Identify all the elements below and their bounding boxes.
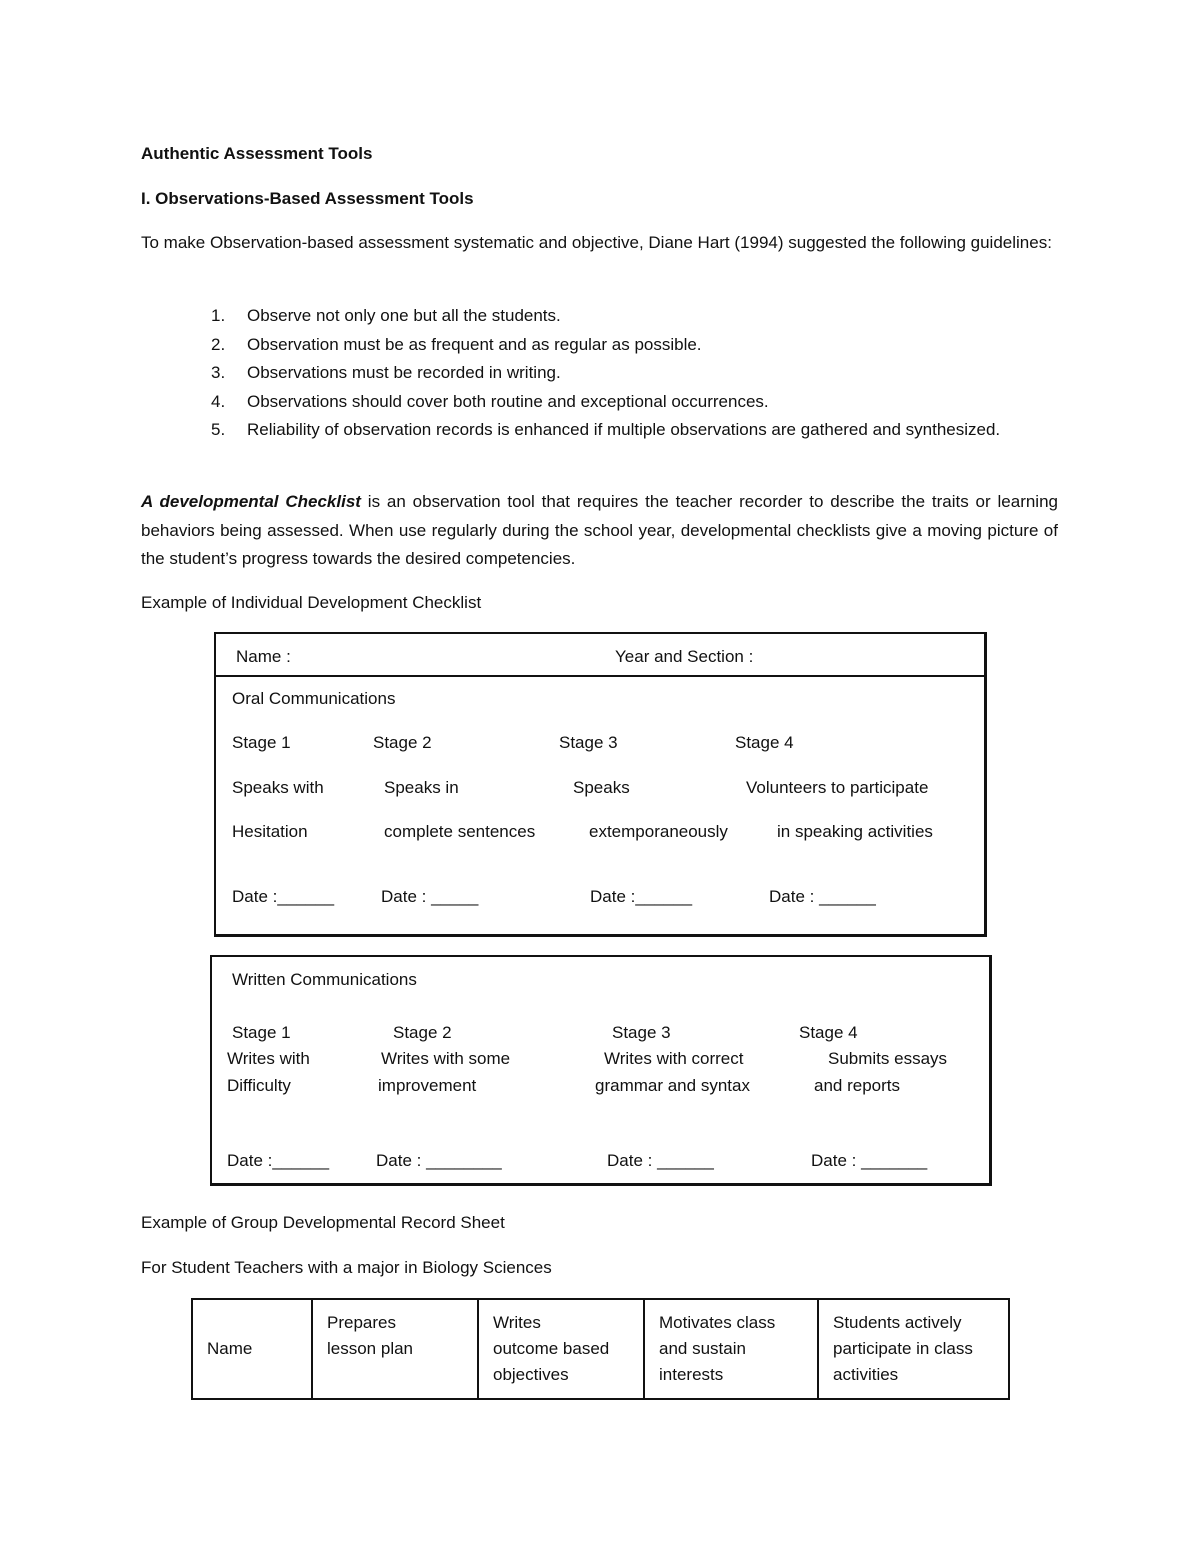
list-number: 5. (211, 420, 226, 439)
written-desc: and reports (814, 1076, 900, 1095)
written-desc: Writes with (227, 1049, 310, 1068)
document-title: Authentic Assessment Tools (141, 144, 373, 163)
individual-caption: Example of Individual Development Checklist (141, 593, 482, 612)
written-desc: Difficulty (227, 1076, 291, 1095)
guidelines-list (141, 302, 1058, 445)
list-number: 4. (211, 391, 226, 411)
list-item (141, 302, 1058, 331)
header-motivates: Motivates class and sustain interests (644, 1299, 818, 1399)
group-subcaption: For Student Teachers with a major in Biology Sciences (141, 1258, 552, 1277)
written-desc: grammar and syntax (595, 1076, 750, 1095)
list-text: Observation must be as frequent and as regular as possible. (247, 334, 702, 354)
oral-date-3: Date :______ (590, 887, 693, 906)
oral-desc: extemporaneously (589, 822, 728, 841)
oral-desc: Speaks with (232, 778, 324, 797)
header-objectives: Writes outcome based objectives (478, 1299, 644, 1399)
oral-stage-1: Stage 1 (232, 733, 291, 752)
oral-stage-4: Stage 4 (735, 733, 794, 752)
written-heading: Written Communications (232, 970, 417, 989)
oral-date-2: Date : _____ (381, 887, 479, 906)
group-record-table (191, 1298, 1010, 1400)
written-date-1: Date :______ (227, 1151, 330, 1170)
list-item (141, 331, 1058, 360)
written-desc: improvement (378, 1076, 477, 1095)
year-section-label: Year and Section : (615, 647, 754, 666)
section-heading: I. Observations-Based Assessment Tools (141, 189, 474, 208)
oral-date-4: Date : ______ (769, 887, 876, 906)
written-stage-3: Stage 3 (612, 1023, 671, 1042)
checklist-paragraph (141, 488, 1058, 574)
oral-desc: Speaks in (384, 778, 459, 797)
name-label: Name : (236, 647, 291, 666)
intro-paragraph: To make Observation-based assessment systematic and objective, Diane Hart (1994) suggested the following guidelines: (141, 233, 1052, 252)
checklist-description: is an observation tool that requires the teacher recorder to describe the traits or learning behaviors being assessed. When use regularly during the school year, developmental checklists give a moving picture of the student’s progress towards the desired competencies. (141, 492, 1058, 568)
header-participation: Students actively participate in class activities (818, 1299, 1009, 1399)
list-number: 3. (211, 363, 226, 382)
oral-stage-3: Stage 3 (559, 733, 618, 752)
list-number: 1. (211, 306, 226, 325)
header-name: Name (192, 1299, 312, 1399)
oral-desc: Hesitation (232, 822, 308, 841)
group-caption: Example of Group Developmental Record Sheet (141, 1213, 505, 1232)
written-desc: Writes with correct (604, 1049, 744, 1068)
written-stage-1: Stage 1 (232, 1023, 291, 1042)
list-item (141, 416, 1058, 445)
list-text: Observations must be recorded in writing. (247, 363, 561, 382)
list-number: 2. (211, 334, 226, 354)
list-item (141, 359, 1058, 388)
list-text: Observations should cover both routine and exceptional occurrences. (247, 391, 769, 411)
oral-desc: Speaks (573, 778, 630, 797)
divider (214, 675, 984, 677)
written-desc: Writes with some (381, 1049, 511, 1068)
list-text: Observe not only one but all the students. (247, 306, 561, 325)
list-text: Reliability of observation records is enhanced if multiple observations are gathered and synthesized. (247, 420, 1001, 439)
checklist-term: A developmental Checklist (141, 492, 361, 511)
written-date-4: Date : _______ (811, 1151, 928, 1170)
oral-desc: in speaking activities (777, 822, 933, 841)
oral-date-1: Date :______ (232, 887, 335, 906)
written-date-2: Date : ________ (376, 1151, 502, 1170)
written-stage-4: Stage 4 (799, 1023, 858, 1042)
oral-stage-2: Stage 2 (373, 733, 432, 752)
table-header-row (192, 1299, 1009, 1399)
oral-desc: complete sentences (384, 822, 536, 841)
header-lesson-plan: Prepares lesson plan (312, 1299, 478, 1399)
oral-desc: Volunteers to participate (746, 778, 929, 797)
list-item (141, 388, 1058, 417)
written-date-3: Date : ______ (607, 1151, 714, 1170)
written-desc: Submits essays (828, 1049, 948, 1068)
written-stage-2: Stage 2 (393, 1023, 452, 1042)
oral-heading: Oral Communications (232, 689, 396, 708)
